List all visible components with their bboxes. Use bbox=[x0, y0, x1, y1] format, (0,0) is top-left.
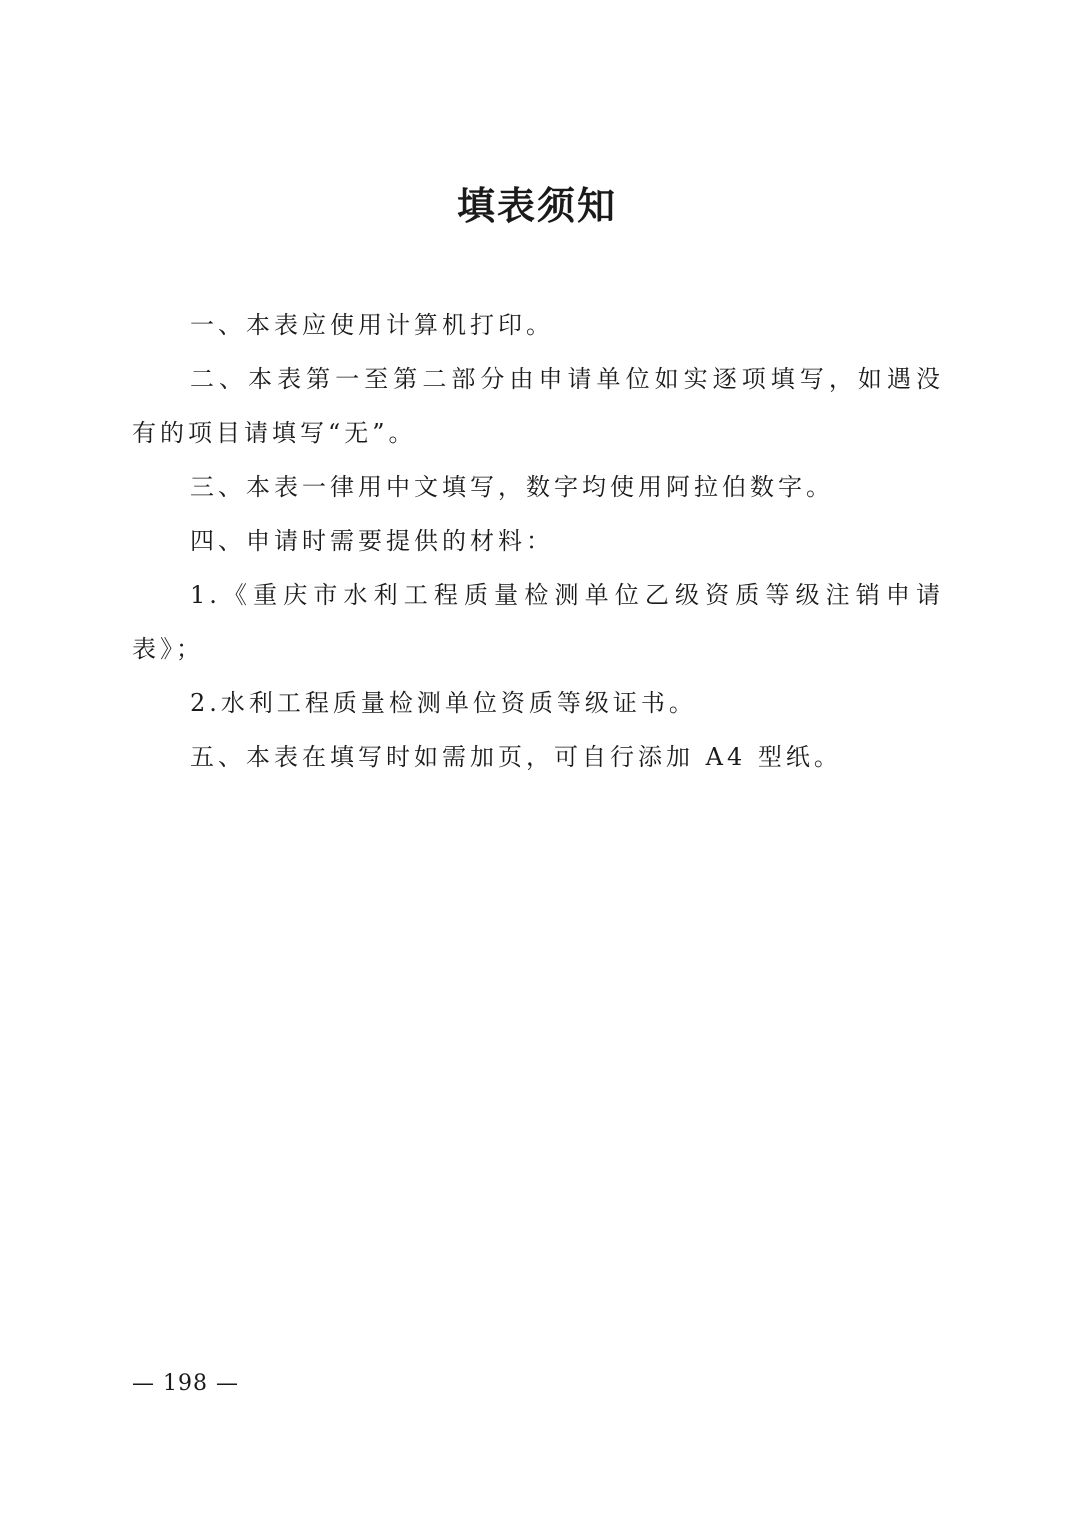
instruction-item-4: 四、申请时需要提供的材料： bbox=[190, 527, 554, 555]
instruction-item-5: 五、本表在填写时如需加页，可自行添加 A4 型纸。 bbox=[190, 743, 842, 771]
instruction-item-2: 二、本表第一至第二部分由申请单位如实逐项填写，如遇没有的项目请填写“无”。 bbox=[132, 365, 944, 447]
instructions-body bbox=[132, 298, 944, 784]
page-number: — 198 — bbox=[132, 1371, 239, 1396]
instruction-item-1: 一、本表应使用计算机打印。 bbox=[190, 311, 554, 339]
instruction-item-3: 三、本表一律用中文填写，数字均使用阿拉伯数字。 bbox=[190, 473, 834, 501]
materials-item-1: 1.《重庆市水利工程质量检测单位乙级资质等级注销申请表》； bbox=[132, 581, 944, 663]
materials-item-2: 2.水利工程质量检测单位资质等级证书。 bbox=[190, 689, 697, 717]
page-title: 填表须知 bbox=[456, 184, 617, 228]
